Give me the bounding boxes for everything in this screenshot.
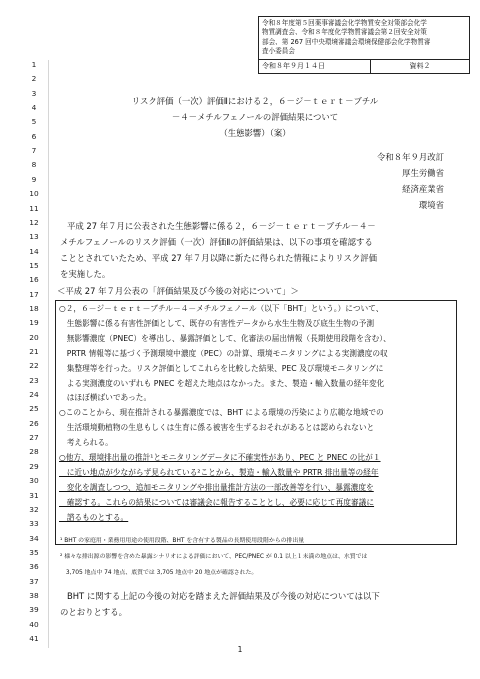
footnote: ¹ BHT の家庭用・業務用用途の使用段階、BHT を含有する製品の長期使用段階からの排出量 [60, 538, 305, 544]
line-number: 24 [29, 390, 39, 400]
meeting-line: 査小委員会 [262, 47, 295, 56]
line-number: 40 [29, 619, 39, 629]
line-number: 41 [29, 634, 39, 643]
line-number: 28 [29, 447, 39, 457]
box-line: よる実測濃度のいずれも PNEC を超えた地点はなかった。また、製造・輸入数量の経年変化 [59, 378, 385, 388]
box-line: ○２，６－ジ－ｔｅｒｔ－ブチル－４－メチルフェノール（以下「BHT」という。）について、 [59, 304, 384, 313]
line-number: 37 [29, 576, 39, 586]
closing-line: のとおりとする。 [60, 607, 127, 617]
line-number: 22 [29, 361, 39, 371]
box-line: 集整理等を行った。リスク評価としてこれらを比較した結果、PEC 及び環境モニタリングに [59, 363, 384, 373]
line-number: 1 [31, 60, 37, 69]
line-number-rule [48, 60, 49, 648]
line-number: 9 [31, 174, 37, 184]
line-number: 36 [29, 562, 39, 572]
meeting-header [258, 16, 470, 74]
line-number: 30 [29, 476, 39, 486]
footnote: 3,705 地点中 74 地点、底質では 3,705 地点中 20 地点が確認された。 [60, 570, 258, 576]
line-number: 4 [31, 103, 37, 113]
page-number: 1 [237, 645, 243, 654]
line-number: 3 [31, 88, 37, 98]
line-number: 35 [29, 547, 39, 557]
line-number: 21 [29, 347, 39, 356]
line-number: 6 [31, 131, 37, 141]
ministry: 環境省 [418, 200, 444, 210]
box-line: 諮るものとする。 [59, 512, 129, 522]
box-line: 生態影響に係る有害性評価として、既存の有害性データから水生生物及び底生生物の予測 [59, 318, 375, 328]
line-number: 38 [29, 590, 39, 600]
line-number: 12 [29, 217, 39, 227]
intro-line: 平成 27 年７月に公表された生態影響に係る２，６－ジ－ｔｅｒｔ－ブチル－４－ [67, 221, 376, 231]
box-line: 変化を調査しつつ、追加モニタリングや排出量推計方法の一部改善等を行い、暴露濃度を [59, 482, 374, 492]
meeting-line: 物質調査会、令和８年度化学物質審議会第２回安全対策 [262, 28, 427, 37]
line-number: 17 [29, 289, 39, 299]
line-number: 5 [31, 117, 37, 127]
title-line: （生態影響）（案） [219, 128, 291, 138]
box-line: 無影響濃度（PNEC）を導出し、暴露評価として、化審法の届出情報（長期使用段階を含む）、 [59, 333, 391, 343]
box-line: 考えられる。 [59, 438, 113, 448]
box-line: PRTR 情報等に基づく予測環境中濃度（PEC）の計算、環境モニタリングによる実測濃度の収 [59, 348, 388, 358]
line-number: 27 [29, 433, 39, 443]
box-line: に近い地点が少ながらず見られている²ことから、製造・輸入数量や PRTR 排出量等の経年 [59, 467, 379, 477]
box-line: 生活環境動植物の生息もしくは生育に係る被害を生ずるおそれがあるとは認められないと [59, 423, 375, 433]
line-number: 29 [29, 461, 39, 471]
document-number: 資料２ [409, 61, 431, 70]
line-number: 19 [29, 318, 39, 328]
intro-line: を実施した。 [60, 269, 111, 279]
line-number: 32 [29, 504, 39, 514]
meeting-line: 部会、第 267 回中央環境審議会環境保健部会化学物質審 [262, 37, 431, 46]
line-number: 18 [29, 303, 39, 313]
line-number: 26 [29, 418, 39, 428]
line-number: 23 [29, 375, 39, 385]
line-number: 20 [29, 332, 39, 342]
footnote: ² 様々な排出源の影響を含めた暴露シナリオによる評価において、PEC/PNEC が 0.1 以上１未満の地点は、水質では [60, 554, 368, 560]
line-number: 25 [29, 404, 39, 414]
line-number: 11 [29, 203, 39, 213]
box-line: はほぼ横ばいであった。 [59, 393, 152, 403]
line-number: 14 [29, 246, 39, 256]
ministry: 厚生労働省 [402, 168, 444, 178]
box-line: 確認する。これらの結果については審議会に報告することとし、必要に応じて再度審議に [59, 497, 375, 507]
box-line: ○このことから、現在推計される暴露濃度では、BHT による環境の汚染により広範な地域での [59, 408, 384, 418]
line-number: 10 [29, 189, 39, 199]
line-number: 13 [29, 232, 39, 242]
title-line: リスク評価（一次）評価Ⅱにおける２，６－ジ－ｔｅｒｔ－ブチル [131, 96, 379, 106]
line-number: 33 [29, 519, 39, 529]
meeting-name [259, 17, 469, 60]
box-heading: ＜平成 27 年７月公表の「評価結果及び今後の対応について」＞ [57, 286, 299, 296]
revision-date: 令和８年９月改訂 [377, 152, 444, 162]
line-number: 39 [29, 605, 39, 615]
title-line: －４－メチルフェノールの評価結果について [171, 112, 339, 122]
meeting-line: 令和８年度第５回薬事審議会化学物質安全対策部会化学 [262, 19, 427, 27]
intro-line: メチルフェノールのリスク評価（一次）評価Ⅱの評価結果は、以下の事項を確認する [60, 237, 373, 247]
line-number: 34 [29, 533, 39, 543]
intro-line: こととされていたため、平成 27 年７月以降に新たに得られた情報によりリスク評価 [60, 253, 377, 263]
line-number: 31 [29, 490, 39, 500]
meeting-date: 令和８年９月１４日 [259, 60, 371, 73]
closing-line: BHT に関する上記の今後の対応を踏まえた評価結果及び今後の対応については以下 [67, 591, 380, 601]
box-line: ○他方、環境排出量の推計¹とモニタリングデータに不確実性があり、PEC と PNEC の比が１ [59, 453, 381, 462]
line-number: 7 [31, 146, 37, 156]
ministry: 経済産業省 [402, 184, 444, 194]
line-number: 8 [31, 160, 37, 170]
line-number: 16 [29, 275, 39, 285]
line-number: 15 [29, 260, 39, 270]
line-number: 2 [31, 74, 37, 84]
